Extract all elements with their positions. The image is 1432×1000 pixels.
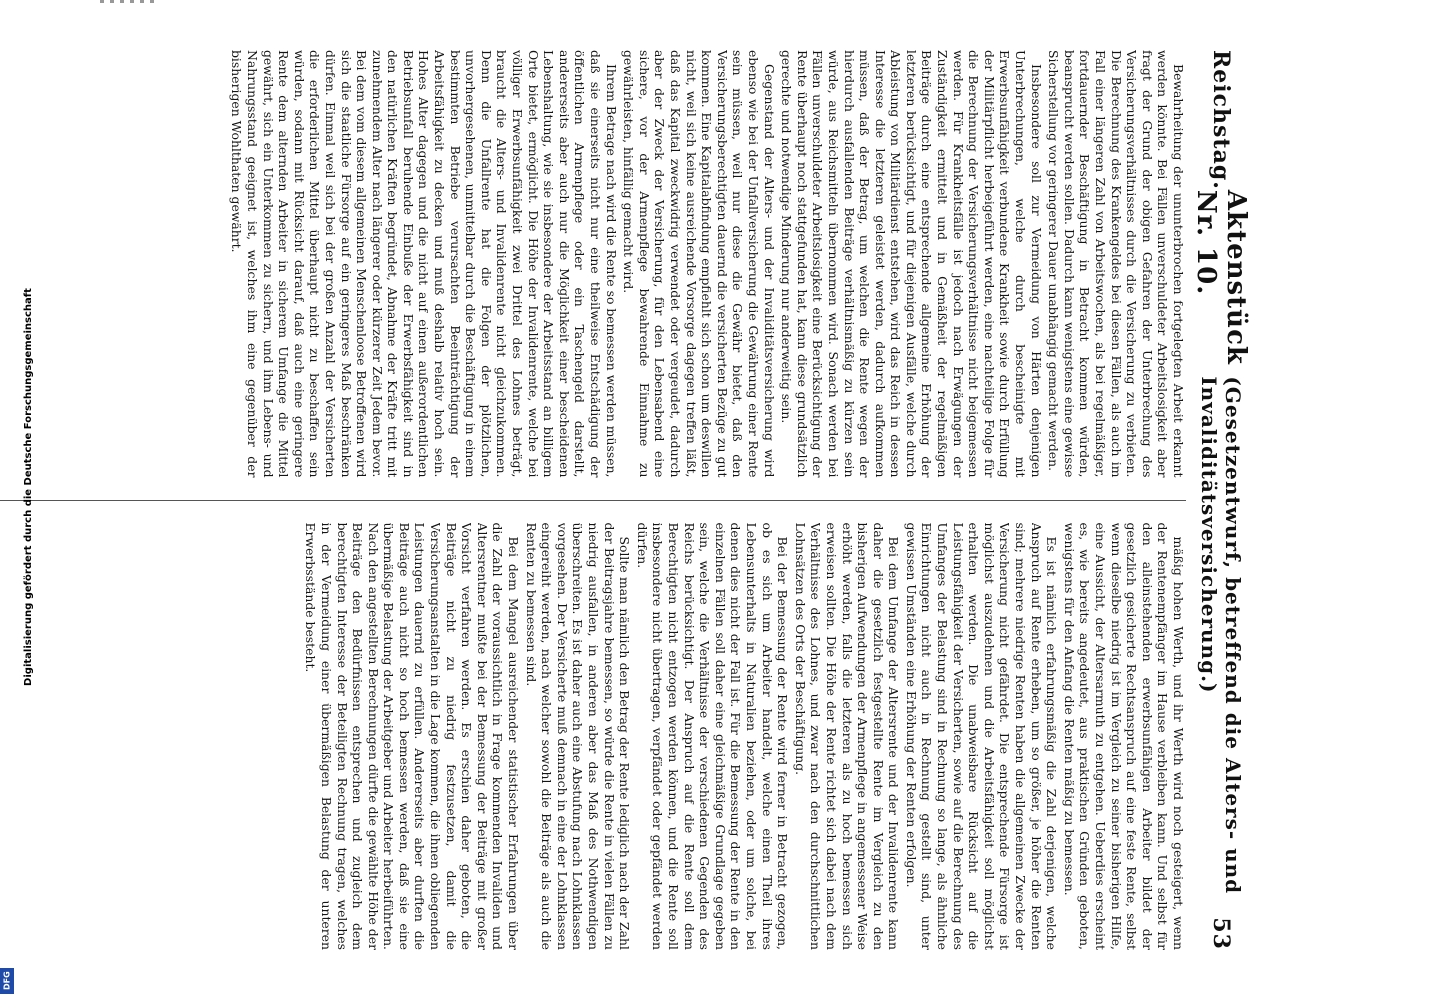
scan-mark [130,0,134,3]
paragraph: mäßig hohen Werth, und ihr Werth wird noch gesteigert, wenn der Rentenempfänger im Hause verbleiben kann. Und selbst für den alleinstehenden erwerbsunfähigen Arbeiter bildet der gesetzlich gesicherte Rechtsanspruch auf eine feste Rente, selbst wenn dieselbe niedrig ist im Vergleich zu seiner bisherigen Hilfe, eine Aussicht, der Altersarmuth zu entgehen. Ueberdies erscheint es, wie bereits angedeutet, aus praktischen Gründen geboten, wenigstens für den Anfang die Renten mäßig zu bemessen. [1061,522,1186,950]
column-divider [0,500,1186,501]
header-title-right: (Gesetzentwurf, betreffend die Alters- und Invaliditätsversicherung.) [1197,376,1245,895]
scan-mark [100,0,104,3]
page-header [1191,50,1251,950]
text-column-right [0,523,1186,951]
paragraph: Sollte man nämlich den Betrag der Rente lediglich nach der Zahl der Beitragsjahre bemessen, so würde die Rente in vielen Fällen zu niedrig ausfallen, in anderen aber das Maß des Nothwendigen überschreiten. Es ist daher auch eine Abstufung nach Lohnklassen vorgesehen. Der Versicherte muß demnach in eine der Lohnklassen eingereiht werden, nach welcher sowohl die Beiträge als auch die Renten zu bemessen sind. [523,522,633,950]
paragraph: Bewahrheitung der ununterbrochen fortgelegten Arbeit erkannt werden könnte. Bei Fällen unverschuldeter Arbeitslosigkeit aber fragt der Grund der obigen Gefahren der Unterbrechung des Versicherungsverhältnisses durch die Versicherung zu verbieten. Die Berechnung des Krankengeldes bei diesen Fällen, als auch im Fall einer längeren Zahl von Arbeitswochen, als bei regelmäßiger, fortdauernder Beschäftigung in Betracht kommen würden, beansprucht werden sollen. Dadurch kann wenigstens eine gewisse Sicherstellung vor geringerer Dauer unabhängig gemacht werden. [1046,50,1186,478]
scan-edge-marks [100,0,500,4]
text-columns [0,50,1186,950]
paragraph: Bei der Bemessung der Rente wird ferner in Betracht gezogen, ob es sich um Arbeiter handelt, welche einen Theil ihres Lebensunterhalts in Naturalien beziehen, oder um solche, bei denen dies nicht der Fall ist. Für die Bemessung der Rente in den einzelnen Fällen soll daher eine gleichmäßige Grundlage gegeben sein, welche die Verhältnisse der verschiedenen Gegenden des Reichs berücksichtigt. Der Anspruch auf die Rente soll dem Berechtigten nicht entzogen werden können, und die Rente soll insbesondere nicht übertragen, verpfändet oder gepfändet werden dürfen. [634,522,791,950]
digitization-credit: Digitalisierung gefördert durch die Deutsche Forschungsgemeinschaft [23,288,34,686]
paragraph: Gegenstand der Alters- und der Invaliditätsversicherung wird ebenso wie bei der Unfallversicherung die Gewährung einer Rente sein müssen, weil nur diese die Gewähr bietet, daß den Versicherungsberechtigten dauernd die versicherten Bezüge zu gut kommen. Eine Kapitalabfindung empfiehlt sich schon um deswillen nicht, weil sich keine ausreichende Vorsorge dagegen treffen läßt, daß das Kapital zweckwidrig verwendet oder vergeudet, dadurch aber der Zweck der Versicherung, für den Lebensabend eine sichere, vor der Armenpflege bewahrende Einnahme zu gewährleisten, hinfällig gemacht wird. [621,50,777,478]
scan-mark [150,0,154,3]
paragraph: Insbesondere soll zur Vermeidung von Härten denjenigen Unterbrechungen, welche durch bescheinigte mit Erwerbsunfähigkeit verbundene Krankheit sowie durch Erfüllung der Militärpflicht herbeigeführt werden, eine nachteilige Folge für die Berechnung der Versicherungsverhältnisse nicht beigemessen werden. Für Krankheitsfälle ist jedoch nach Erwägungen der Zuständigkeit ermittelt und in Gemäßheit der regelmäßigen Beiträge durch eine entsprechende allgemeine Erhöhung der letzteren berücksichtigt, und für diejenigen Ausfälle, welche durch Ableistung von Militärdienst entstehen, wird das Reich in dessen Interesse die letzteren geleistet werden, dadurch aufkommen müssen, daß der Betrag, um welchen die Rente wegen der hierdurch ausfallenden Beiträge verhältnismäßig zu kürzen sein würde, aus Reichsmitteln übernommen wird. Sonach werden bei Fällen unverschuldeter Arbeitslosigkeit eine Berücksichtigung der Rente überhaupt noch stattgefunden hat, kann diese grundsätzlich gerechte und notwendige Minderung nur anderweitig sein. [779,50,1044,478]
scan-mark [140,0,144,3]
scan-mark [120,0,124,3]
document-page [0,20,1256,980]
header-title-left: Reichstag. [1208,50,1234,190]
paragraph: Ihrem Betrage nach wird die Rente so bemessen werden müssen, daß sie einerseits nicht nur eine theilweise Entschädigung der öffentlichen Armenpflege oder ein Taschengeld darstellt, andererseits aber auch nur die Möglichkeit einer bescheidenen Lebenshaltung, wie sie insbesondere der Arbeitsstand an billigem Orte bietet, ermöglicht. Die Höhe der Invalidenrente, welche bei völliger Erwerbsunfähigkeit zwei Drittel des Lohnes beträgt, braucht die Alters- und Invalidenrente nicht gleichzukommen. Denn die Unfallrente hat die Folgen der plötzlichen, unvorhergesehenen, unmittelbar durch die Beschäftigung in einem bestimmten Betriebe verursachten Beeinträchtigung der Arbeitsfähigkeit zu decken und muß deshalb relativ hoch sein. Hohes Alter dagegen und die nicht auf einen außerordentlichen Betriebsunfall beruhende Einbuße der Erwerbsfähigkeit sind in den natürlichen Kräften begründet, Abnahme der Kräfte tritt mit zunehmendem Alter nach längerer oder kürzerer Zeit Jedem bevor. Bei dem vom diesem allgemeinen Menschenloose Betroffenen wird sich die staatliche Fürsorge auf ein geringeres Maß beschränken dürfen. Einmal weil sich bei der großen Anzahl der Versicherten die erforderlichen Mittel überhaupt nicht zu beschaffen sein würden, sodann mit Rücksicht darauf, daß auch eine geringere Rente dem alternden Arbeiter in sicherem Umfange die Mittel gewährt, sich ein Unterkommen zu sichern, und ihm Lebens- und Nahrungsstand geeignet ist, welches ihm eine gegenüber der bisherigen Wohlthaten gewährt. [229,50,619,478]
header-title-center: Aktenstück Nr. 10. [1191,189,1251,365]
paragraph: Bei dem Umfange der Altersrente und der Invalidenrente kann daher die gesetzlich festgestellte Rente im Vergleich zu den bisherigen Aufwendungen der Armenpflege in angemessener Weise erhöht werden, falls die letzteren als zu hoch bemessen sich erweisen sollten. Die Höhe der Rente richtet sich dabei nach dem Verhältnisse des Lohnes, und zwar nach den durchschnittlichen Lohnsätzen des Orts der Beschäftigung. [792,522,902,950]
text-column-left [0,50,1186,478]
paragraph: Es ist nämlich erfahrungsmäßig die Zahl derjenigen, welche Anspruch auf Rente erheben, um so größer, je höher die Renten sind; mehrere niedrige Renten haben die allgemeinen Zwecke der Versicherung nicht gefährdet. Die entsprechende Fürsorge ist möglichst auszudehnen und die Arbeitsfähigkeit soll möglichst erhalten werden. Die unabweisbare Rücksicht auf die Leistungsfähigkeit der Versicherten, sowie auf die Berechnung des Umfanges der Belastung sind in Rechnung so lange, als ähnliche Einrichtungen nicht auch in Rechnung gestellt sind, unter gewissen Umständen eine Erhöhung der Renten erfolgen. [903,522,1060,950]
scan-mark [110,0,114,3]
paragraph: Bei dem Mangel ausreichender statistischer Erfahrungen über die Zahl der voraussichtlich in Frage kommenden Invaliden und Altersrentner mußte bei der Bemessung der Beiträge mit großer Vorsicht verfahren werden. Es erschien daher geboten, die Beiträge nicht zu niedrig festzusetzen, damit die Versicherungsanstalten in die Lage kommen, die ihnen obliegenden Leistungen dauernd zu erfüllen. Andererseits aber durften die Beiträge auch nicht so hoch bemessen werden, daß sie eine übermäßige Belastung der Arbeitgeber und Arbeiter herbeiführten. Nach den angestellten Berechnungen dürfte die gewählte Höhe der Beiträge den Bedürfnissen entsprechen und zugleich dem berechtigten Interesse der Beteiligten Rechnung tragen, welches in der Vermeidung einer übermäßigen Belastung der unteren Erwerbsstände besteht. [303,522,522,950]
dfg-logo-icon: DFG [0,968,14,994]
page-number: 53 [1208,917,1234,950]
